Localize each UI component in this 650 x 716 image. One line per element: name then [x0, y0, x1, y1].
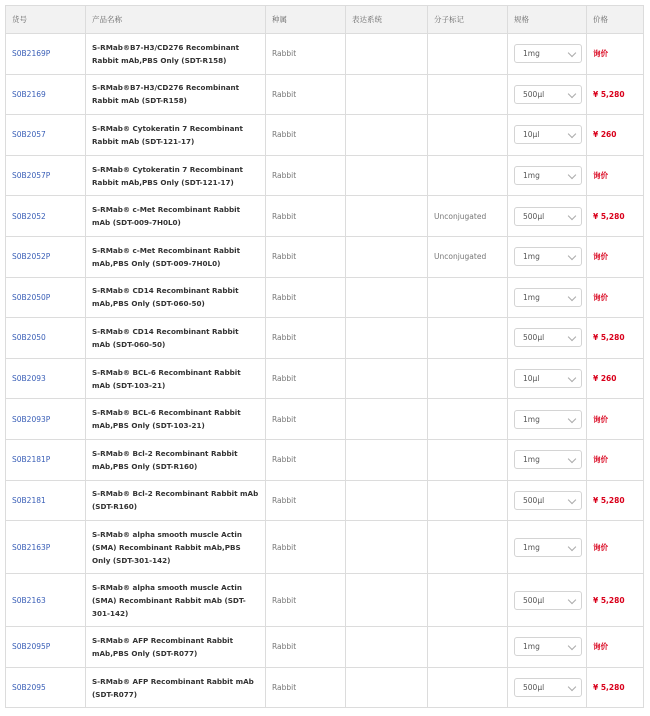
table-row: [6, 318, 644, 359]
chevron-down-icon: [568, 333, 576, 341]
spec-select-value: 500μl: [523, 333, 545, 343]
product-expression-system: [346, 627, 428, 668]
product-sku-link[interactable]: S0B2057: [6, 115, 86, 156]
product-species: Rabbit: [266, 627, 346, 668]
table-row: [6, 277, 644, 318]
product-expression-system: [346, 358, 428, 399]
product-sku-link[interactable]: S0B2050P: [6, 277, 86, 318]
header-species: 种属: [266, 6, 346, 34]
product-name[interactable]: S-RMab® alpha smooth muscle Actin (SMA) Recombinant Rabbit mAb,PBS Only (SDT-301-142): [86, 521, 266, 574]
product-price: ¥ 5,280: [587, 74, 644, 115]
product-species: Rabbit: [266, 399, 346, 440]
product-species: Rabbit: [266, 521, 346, 574]
product-species: Rabbit: [266, 480, 346, 521]
product-expression-system: [346, 236, 428, 277]
chevron-down-icon: [568, 595, 576, 603]
product-sku-link[interactable]: S0B2095: [6, 667, 86, 708]
product-price: 询价: [587, 34, 644, 75]
product-species: Rabbit: [266, 74, 346, 115]
product-species: Rabbit: [266, 439, 346, 480]
product-name[interactable]: S-RMab®B7-H3/CD276 Recombinant Rabbit mAb,PBS Only (SDT-R158): [86, 34, 266, 75]
product-name[interactable]: S-RMab® Bcl-2 Recombinant Rabbit mAb (SDT-R160): [86, 480, 266, 521]
spec-select-value: 500μl: [523, 89, 545, 99]
spec-select-value: 1mg: [523, 455, 540, 465]
spec-select-value: 1mg: [523, 642, 540, 652]
spec-cell: [508, 196, 587, 237]
chevron-down-icon: [568, 49, 576, 57]
spec-cell: [508, 480, 587, 521]
spec-select[interactable]: [514, 410, 582, 429]
product-marker: [428, 34, 508, 75]
table-row: [6, 627, 644, 668]
product-price: 询价: [587, 439, 644, 480]
spec-cell: [508, 399, 587, 440]
product-marker: [428, 399, 508, 440]
product-marker: [428, 115, 508, 156]
chevron-down-icon: [568, 211, 576, 219]
spec-select[interactable]: [514, 85, 582, 104]
product-price: ¥ 260: [587, 358, 644, 399]
table-row: [6, 358, 644, 399]
chevron-down-icon: [568, 496, 576, 504]
header-name: 产品名称: [86, 6, 266, 34]
product-table: [5, 5, 644, 708]
product-marker: [428, 627, 508, 668]
table-row: [6, 399, 644, 440]
product-name[interactable]: S-RMab® CD14 Recombinant Rabbit mAb (SDT-060-50): [86, 318, 266, 359]
product-sku-link[interactable]: S0B2181P: [6, 439, 86, 480]
spec-select[interactable]: [514, 207, 582, 226]
product-marker: [428, 358, 508, 399]
product-price: 询价: [587, 155, 644, 196]
spec-select[interactable]: [514, 678, 582, 697]
table-row: [6, 521, 644, 574]
table-row: [6, 236, 644, 277]
spec-select-value: 1mg: [523, 292, 540, 302]
product-price: ¥ 5,280: [587, 480, 644, 521]
product-species: Rabbit: [266, 358, 346, 399]
product-price: 询价: [587, 277, 644, 318]
spec-select[interactable]: [514, 637, 582, 656]
spec-cell: [508, 627, 587, 668]
chevron-down-icon: [568, 171, 576, 179]
spec-cell: [508, 277, 587, 318]
spec-cell: [508, 236, 587, 277]
product-sku-link[interactable]: S0B2095P: [6, 627, 86, 668]
spec-select-value: 10μl: [523, 130, 540, 140]
product-sku-link[interactable]: S0B2052: [6, 196, 86, 237]
product-sku-link[interactable]: S0B2093P: [6, 399, 86, 440]
product-expression-system: [346, 480, 428, 521]
product-sku-link[interactable]: S0B2052P: [6, 236, 86, 277]
product-marker: [428, 318, 508, 359]
product-marker: [428, 667, 508, 708]
spec-select[interactable]: [514, 125, 582, 144]
spec-select[interactable]: [514, 538, 582, 557]
product-expression-system: [346, 521, 428, 574]
chevron-down-icon: [568, 90, 576, 98]
spec-select[interactable]: [514, 247, 582, 266]
chevron-down-icon: [568, 542, 576, 550]
spec-cell: [508, 318, 587, 359]
header-spec: 规格: [508, 6, 587, 34]
product-species: Rabbit: [266, 574, 346, 627]
product-marker: [428, 439, 508, 480]
product-sku-link[interactable]: S0B2169P: [6, 34, 86, 75]
header-expression: 表达系统: [346, 6, 428, 34]
table-row: [6, 155, 644, 196]
spec-select-value: 10μl: [523, 374, 540, 384]
spec-cell: [508, 34, 587, 75]
chevron-down-icon: [568, 683, 576, 691]
product-name[interactable]: S-RMab® BCL-6 Recombinant Rabbit mAb (SDT-103-21): [86, 358, 266, 399]
product-species: Rabbit: [266, 667, 346, 708]
spec-select[interactable]: [514, 450, 582, 469]
product-species: Rabbit: [266, 155, 346, 196]
product-marker: [428, 277, 508, 318]
spec-select[interactable]: [514, 328, 582, 347]
product-sku-link[interactable]: S0B2050: [6, 318, 86, 359]
table-row: [6, 480, 644, 521]
spec-select[interactable]: [514, 166, 582, 185]
product-name[interactable]: S-RMab® AFP Recombinant Rabbit mAb (SDT-R077): [86, 667, 266, 708]
product-expression-system: [346, 318, 428, 359]
product-price: ¥ 260: [587, 115, 644, 156]
product-expression-system: [346, 34, 428, 75]
table-row: [6, 667, 644, 708]
product-name[interactable]: S-RMab® CD14 Recombinant Rabbit mAb,PBS Only (SDT-060-50): [86, 277, 266, 318]
product-price: 询价: [587, 399, 644, 440]
product-price: 询价: [587, 236, 644, 277]
product-expression-system: [346, 196, 428, 237]
product-marker: Unconjugated: [428, 236, 508, 277]
product-species: Rabbit: [266, 318, 346, 359]
product-marker: [428, 521, 508, 574]
product-name[interactable]: S-RMab® Bcl-2 Recombinant Rabbit mAb,PBS Only (SDT-R160): [86, 439, 266, 480]
spec-select[interactable]: [514, 491, 582, 510]
header-price: 价格: [587, 6, 644, 34]
table-row: [6, 196, 644, 237]
product-marker: Unconjugated: [428, 196, 508, 237]
chevron-down-icon: [568, 374, 576, 382]
product-name[interactable]: S-RMab® BCL-6 Recombinant Rabbit mAb,PBS Only (SDT-103-21): [86, 399, 266, 440]
product-sku-link[interactable]: S0B2163: [6, 574, 86, 627]
product-expression-system: [346, 74, 428, 115]
table-body: [6, 34, 644, 708]
spec-select-value: 1mg: [523, 542, 540, 552]
product-price: ¥ 5,280: [587, 318, 644, 359]
product-expression-system: [346, 439, 428, 480]
product-sku-link[interactable]: S0B2181: [6, 480, 86, 521]
product-price: 询价: [587, 521, 644, 574]
spec-cell: [508, 74, 587, 115]
product-marker: [428, 480, 508, 521]
product-sku-link[interactable]: S0B2169: [6, 74, 86, 115]
product-expression-system: [346, 155, 428, 196]
product-expression-system: [346, 277, 428, 318]
spec-cell: [508, 358, 587, 399]
product-species: Rabbit: [266, 277, 346, 318]
spec-select[interactable]: [514, 591, 582, 610]
table-header-row: [6, 6, 644, 34]
table-row: [6, 115, 644, 156]
spec-select-value: 500μl: [523, 495, 545, 505]
product-marker: [428, 155, 508, 196]
product-price: ¥ 5,280: [587, 574, 644, 627]
product-marker: [428, 74, 508, 115]
product-species: Rabbit: [266, 236, 346, 277]
spec-cell: [508, 521, 587, 574]
chevron-down-icon: [568, 252, 576, 260]
spec-select[interactable]: [514, 288, 582, 307]
product-species: Rabbit: [266, 196, 346, 237]
product-name[interactable]: S-RMab® alpha smooth muscle Actin (SMA) Recombinant Rabbit mAb (SDT-301-142): [86, 574, 266, 627]
product-price: 询价: [587, 627, 644, 668]
product-name[interactable]: S-RMab® c-Met Recombinant Rabbit mAb (SDT-009-7H0L0): [86, 196, 266, 237]
spec-select-value: 1mg: [523, 252, 540, 262]
spec-select-value: 500μl: [523, 683, 545, 693]
spec-select[interactable]: [514, 44, 582, 63]
product-name[interactable]: S-RMab® AFP Recombinant Rabbit mAb,PBS Only (SDT-R077): [86, 627, 266, 668]
product-sku-link[interactable]: S0B2163P: [6, 521, 86, 574]
chevron-down-icon: [568, 642, 576, 650]
spec-select-value: 500μl: [523, 211, 545, 221]
spec-cell: [508, 155, 587, 196]
spec-select-value: 1mg: [523, 414, 540, 424]
chevron-down-icon: [568, 414, 576, 422]
chevron-down-icon: [568, 293, 576, 301]
chevron-down-icon: [568, 130, 576, 138]
chevron-down-icon: [568, 455, 576, 463]
product-name[interactable]: S-RMab® c-Met Recombinant Rabbit mAb,PBS Only (SDT-009-7H0L0): [86, 236, 266, 277]
spec-cell: [508, 667, 587, 708]
product-price: ¥ 5,280: [587, 667, 644, 708]
spec-cell: [508, 574, 587, 627]
table-row: [6, 34, 644, 75]
product-species: Rabbit: [266, 115, 346, 156]
product-sku-link[interactable]: S0B2057P: [6, 155, 86, 196]
product-expression-system: [346, 115, 428, 156]
spec-select-value: 500μl: [523, 595, 545, 605]
table-row: [6, 439, 644, 480]
product-species: Rabbit: [266, 34, 346, 75]
spec-select-value: 1mg: [523, 49, 540, 59]
spec-select-value: 1mg: [523, 171, 540, 181]
spec-cell: [508, 439, 587, 480]
product-expression-system: [346, 574, 428, 627]
product-expression-system: [346, 399, 428, 440]
product-name[interactable]: S-RMab®B7-H3/CD276 Recombinant Rabbit mAb (SDT-R158): [86, 74, 266, 115]
table-row: [6, 74, 644, 115]
product-price: ¥ 5,280: [587, 196, 644, 237]
product-expression-system: [346, 667, 428, 708]
product-name[interactable]: S-RMab® Cytokeratin 7 Recombinant Rabbit mAb,PBS Only (SDT-121-17): [86, 155, 266, 196]
product-name[interactable]: S-RMab® Cytokeratin 7 Recombinant Rabbit mAb (SDT-121-17): [86, 115, 266, 156]
product-marker: [428, 574, 508, 627]
spec-cell: [508, 115, 587, 156]
spec-select[interactable]: [514, 369, 582, 388]
product-sku-link[interactable]: S0B2093: [6, 358, 86, 399]
header-sku: 货号: [6, 6, 86, 34]
table-row: [6, 574, 644, 627]
header-marker: 分子标记: [428, 6, 508, 34]
